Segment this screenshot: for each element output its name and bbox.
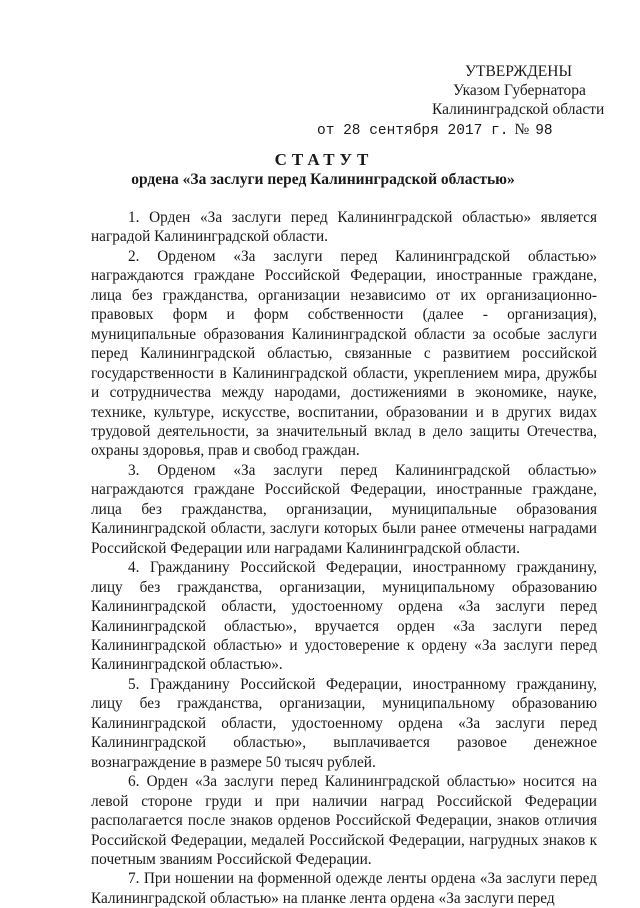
approval-region: Калининградской области <box>432 101 605 118</box>
approval-stamp <box>317 62 605 141</box>
approval-date: от 28 сентября 2017 г. <box>317 123 509 139</box>
document-title <box>0 150 640 190</box>
number-sign: № <box>514 121 530 138</box>
approval-by: Указом Губернатора <box>453 82 586 99</box>
paragraph-4: 4. Гражданину Российской Федерации, иностранному гражданину, лицу без гражданства, организации, муниципальному образованию Калининградской области, удостоенному ордена «За заслуги перед Калининградской областью», вручается орден «За заслуги перед Калининградской областью» и удостоверение к ордену «За заслуги перед Калининградской областью». <box>91 559 597 674</box>
paragraph-3: 3. Орденом «За заслуги перед Калининградской областью» награждаются граждане Российской Федерации, иностранные граждане, лица без гражданства, организации, муниципальные образования Калининградской области, заслуги которых были ранее отмечены наградами Российской Федерации или наградами Калининградской области. <box>91 461 597 557</box>
decree-number: 98 <box>535 123 553 139</box>
statute-heading: СТАТУТ <box>274 150 374 169</box>
paragraph-6: 6. Орден «За заслуги перед Калининградской областью» носится на левой стороне груди и при наличии наград Российской Федерации располагается после знаков орденов Российской Федерации, знаков отличия Российской Федерации, медалей Российской Федерации, нагрудных знаков к почетным званиям Российской Федерации. <box>91 773 597 868</box>
paragraph-5: 5. Гражданину Российской Федерации, иностранному гражданину, лицу без гражданства, организации, муниципальному образованию Калининградской области, удостоенному ордена «За заслуги перед Калининградской областью», выплачивается разовое денежное вознаграждение в размере 50 тысяч рублей. <box>91 675 597 771</box>
approval-date-line <box>317 120 600 141</box>
approval-title: УТВЕРЖДЕНЫ <box>465 63 572 80</box>
statute-subheading: ордена «За заслуги перед Калининградской областью» <box>131 171 515 188</box>
paragraph-7: 7. При ношении на форменной одежде ленты ордена «За заслуги перед Калининградской областью» на планке лента ордена «За заслуги перед <box>91 870 597 907</box>
paragraph-2: 2. Орденом «За заслуги перед Калининградской областью» награждаются граждане Российской Федерации, иностранные граждане, лица без гражданства, организации независимо от их организационно-правовых форм и форм собственности (далее - организация), муниципальные образования Калининградской области за особые заслуги перед Калининградской областью, связанные с развитием российской государственности в Калининградской области, укреплением мира, дружбы и сотрудничества между народами, достижениями в экономике, науке, технике, культуре, искусстве, воспитании, образовании и в других видах трудовой деятельности, за значительный вклад в дело защиты Отечества, охраны здоровья, прав и свобод граждан. <box>91 247 597 460</box>
statute-body <box>91 208 597 908</box>
paragraph-1: 1. Орден «За заслуги перед Калининградской областью» является наградой Калининградской области. <box>91 209 597 246</box>
